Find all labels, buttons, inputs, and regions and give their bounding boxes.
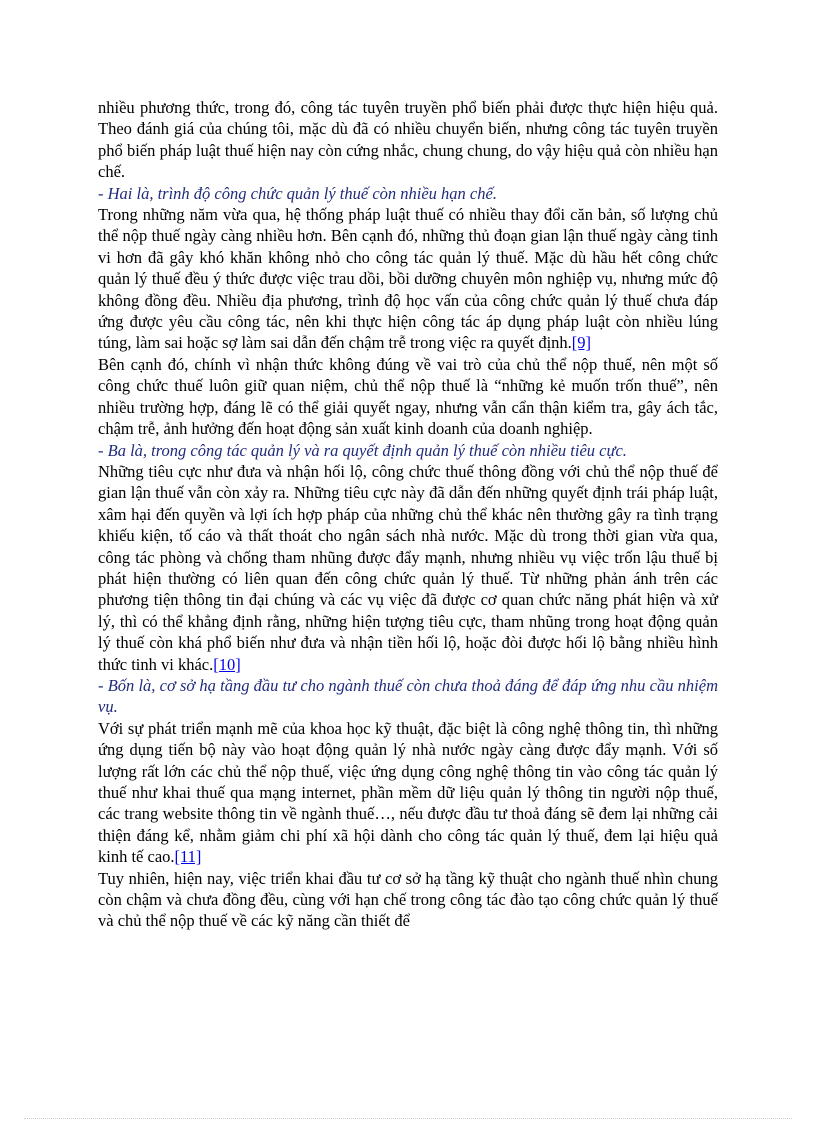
paragraph-text: Tuy nhiên, hiện nay, việc triển khai đầu tư cơ sở hạ tầng kỹ thuật cho ngành thuế nhìn chung còn chậm và chưa đồng đều, cùng với hạn chế trong công tác đào tạo công chức quản lý thuế và chủ thể nộp thuế về các kỹ năng cần thiết để xyxy=(98,868,718,931)
paragraph-communication xyxy=(98,97,718,183)
heading-second-point xyxy=(98,183,718,204)
heading-text: - Hai là, trình độ công chức quản lý thuế còn nhiều hạn chế. xyxy=(98,183,497,203)
heading-text: - Ba là, trong công tác quản lý và ra quyết định quản lý thuế còn nhiều tiêu cực. xyxy=(98,440,627,460)
footnote-link-10[interactable]: [10] xyxy=(213,654,241,674)
paragraph-text: Những tiêu cực như đưa và nhận hối lộ, công chức thuế thông đồng với chủ thể nộp thuế để gian lận thuế vẫn còn xảy ra. Những tiêu cực này đã dẫn đến những quyết định trái pháp luật, xâm hại đến quyền và lợi ích hợp pháp của những chủ thể khác nên thường gây ra tình trạng khiếu kiện, tố cáo và thất thoát cho ngân sách nhà nước. Mặc dù trong thời gian vừa qua, công tác phòng và chống tham nhũng được đẩy mạnh, nhưng nhiều vụ việc trốn lậu thuế bị phát hiện thường có liên quan đến công chức quản lý thuế. Từ những phản ánh trên các phương tiện thông tin đại chúng và các vụ việc đã được cơ quan chức năng phát hiện và xử lý, thì có thể khẳng định rằng, những hiện tượng tiêu cực, tham nhũng trong hoạt động quản lý thuế còn khá phổ biến như đưa và nhận tiền hối lộ, hoặc đòi được hối lộ bằng nhiều hình thức tinh vi khác. xyxy=(98,461,718,674)
heading-text: - Bốn là, cơ sở hạ tầng đầu tư cho ngành thuế còn chưa thoả đáng để đáp ứng nhu cầu nhiệm vụ. xyxy=(98,675,718,717)
heading-third-point xyxy=(98,440,718,461)
heading-fourth-point xyxy=(98,675,718,718)
footnote-link-11[interactable]: [11] xyxy=(174,847,202,867)
paragraph-text: Với sự phát triển mạnh mẽ của khoa học kỹ thuật, đặc biệt là công nghệ thông tin, thì những ứng dụng tiến bộ này vào hoạt động quản lý nhà nước ngày càng được đẩy mạnh. Với số lượng rất lớn các chủ thể nộp thuế, việc ứng dụng công nghệ thông tin vào công tác quản lý thuế như khai thuế qua mạng internet, phần mềm dữ liệu quản lý thông tin người nộp thuế, các trang website thông tin về ngành thuế…, nếu được đầu tư thoả đáng sẽ đem lại những cải thiện đáng kể, nhằm giảm chi phí xã hội dành cho công tác quản lý thuế, đem lại hiệu quả kinh tế cao. xyxy=(98,718,718,867)
footnote-link-9[interactable]: [9] xyxy=(571,333,592,353)
paragraph-text: Trong những năm vừa qua, hệ thống pháp luật thuế có nhiều thay đổi căn bản, số lượng chủ thể nộp thuế ngày càng nhiều hơn. Bên cạnh đó, những thủ đoạn gian lận thuế ngày càng tinh vi hơn đã gây khó khăn không nhỏ cho công tác quản lý thuế. Mặc dù hầu hết công chức quản lý thuế đều ý thức được việc trau dồi, bồi dưỡng chuyên môn nghiệp vụ, nhưng mức độ không đồng đều. Nhiều địa phương, trình độ học vấn của công chức quản lý thuế chưa đáp ứng được yêu cầu công tác, nên khi thực hiện công tác áp dụng pháp luật còn nhiều lúng túng, làm sai hoặc sợ làm sai dẫn đến chậm trễ trong việc ra quyết định. xyxy=(98,205,718,353)
paragraph-infrastructure xyxy=(98,868,718,932)
document-page xyxy=(98,97,718,932)
paragraph-text: Bên cạnh đó, chính vì nhận thức không đúng về vai trò của chủ thể nộp thuế, nên một số công chức thuế luôn giữ quan niệm, chủ thể nộp thuế là “những kẻ muốn trốn thuế”, nên nhiều trường hợp, đáng lẽ có thể giải quyết ngay, nhưng vẫn cẩn thận kiểm tra, gây ách tắc, chậm trễ, ảnh hưởng đến hoạt động sản xuất kinh doanh của doanh nghiệp. xyxy=(98,354,718,439)
paragraph-text: nhiều phương thức, trong đó, công tác tuyên truyền phổ biến phải được thực hiện hiệu quả. Theo đánh giá của chúng tôi, mặc dù đã có nhiều chuyển biến, nhưng công tác tuyên truyền phổ biến pháp luật thuế hiện nay còn cứng nhắc, chung chung, do vậy hiệu quả còn nhiều hạn chế. xyxy=(98,98,718,182)
paragraph-corruption xyxy=(98,461,718,675)
paragraph-staff-qualification xyxy=(98,204,718,354)
paragraph-perception xyxy=(98,354,718,440)
paragraph-technology xyxy=(98,718,718,868)
page-bottom-rule xyxy=(24,1118,792,1119)
